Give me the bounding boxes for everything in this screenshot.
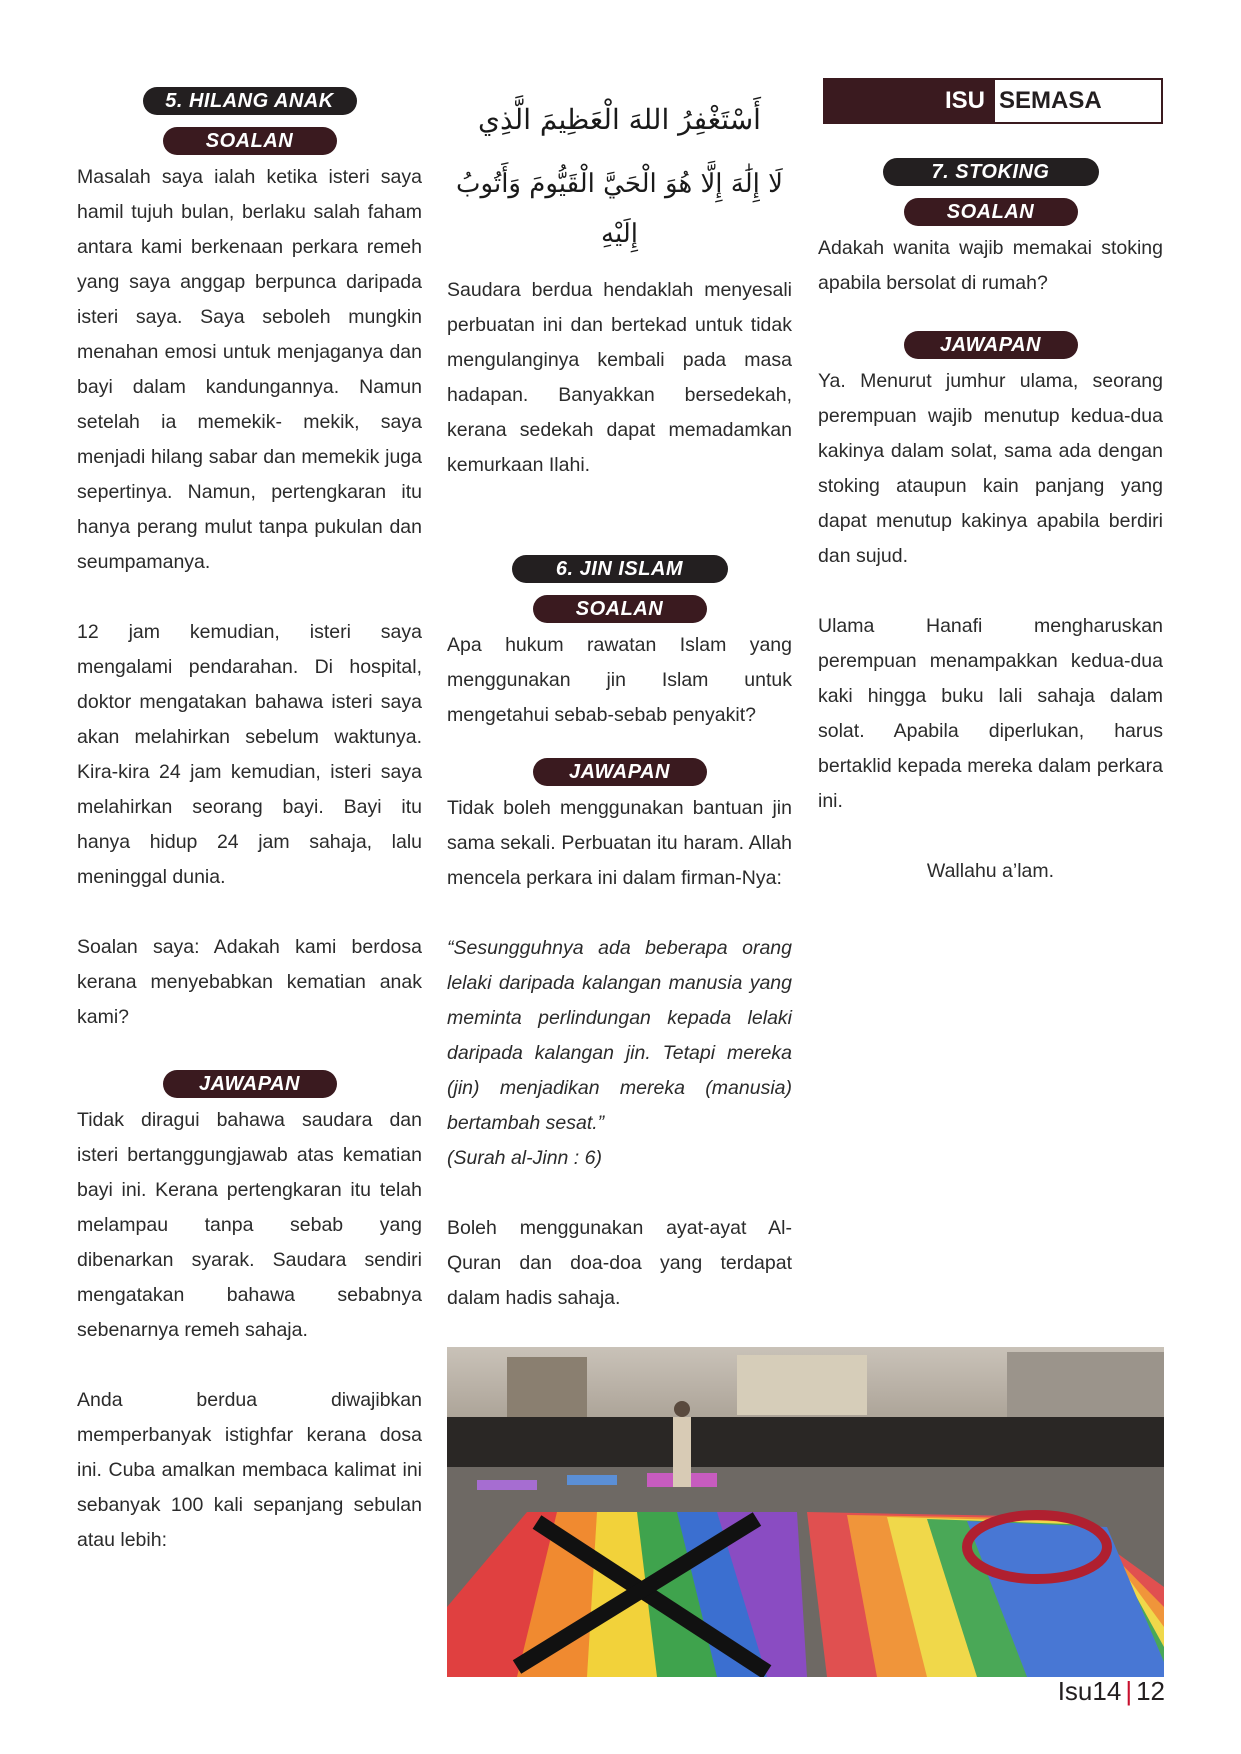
footer-divider: |: [1125, 1676, 1133, 1706]
column-2: [447, 95, 792, 1316]
q6-answer-para-2: Boleh menggunakan ayat-ayat Al-Quran dan doa-doa yang terdapat dalam hadis sahaja.: [447, 1217, 792, 1309]
q5-answer-para-3: Saudara berdua hendaklah menyesali perbuatan ini dan bertekad untuk tidak mengulanginya kembali pada masa hadapan. Banyakkan bersedekah, kerana sedekah dapat memadamkan kemurkaan Ilahi.: [447, 279, 792, 476]
arabic-line-1: أَسْتَغْفِرُ اللهَ الْعَظِيمَ الَّذِي: [478, 103, 761, 136]
q5-answer-para-2: Anda berdua diwajibkan memperbanyak istighfar kerana dosa ini. Cuba amalkan membaca kalimat ini sebanyak 100 kali sepanjang sebulan atau lebih:: [77, 1389, 422, 1551]
q6-question: Apa hukum rawatan Islam yang menggunakan jin Islam untuk mengetahui sebab-sebab penyakit?: [447, 634, 792, 726]
q5-answer-para-1: Tidak diragui bahawa saudara dan isteri bertanggungjawab atas kematian bayi ini. Kerana pertengkaran itu telah melampau tanpa sebab yang dibenarkan syarak. Saudara sendiri mengatakan bahawa sebabnya sebenarnya remeh sahaja.: [77, 1109, 422, 1341]
q5-question-para-1: Masalah saya ialah ketika isteri saya hamil tujuh bulan, berlaku salah faham antara kami berkenaan perkara remeh yang saya anggap berpunca daripada isteri saya. Saya seboleh mungkin menahan emosi untuk menjaganya dan bayi dalam kandungannya. Namun setelah ia memekik- mekik, saya menjadi hilang sabar dan memekik juga sepertinya. Namun, pertengkaran itu hanya perang mulut tanpa pukulan dan seumpamanya.: [77, 166, 422, 573]
page-footer: [1058, 1676, 1165, 1707]
q5-soalan-label: SOALAN: [163, 127, 337, 155]
page-number: 12: [1136, 1676, 1165, 1706]
q6-jawapan-label: JAWAPAN: [533, 758, 707, 786]
section-tag-left: ISU: [825, 80, 995, 122]
column-1: [77, 87, 422, 1558]
q7-question: Adakah wanita wajib memakai stoking apabila bersolat di rumah?: [818, 237, 1163, 294]
section-tag: [823, 78, 1163, 124]
q6-quote-ref: (Surah al-Jinn : 6): [447, 1147, 602, 1169]
section-tag-right: SEMASA: [999, 87, 1102, 114]
column-3: [818, 158, 1163, 889]
arabic-line-2: لَا إِلَٰهَ إِلَّا هُوَ الْحَيَّ الْقَيُّومَ وَأَتُوبُ إِلَيْهِ: [456, 169, 783, 249]
q6-soalan-label: SOALAN: [533, 595, 707, 623]
q6-answer-para-1: Tidak boleh menggunakan bantuan jin sama sekali. Perbuatan itu haram. Allah mencela perkara ini dalam firman-Nya:: [447, 797, 792, 889]
q7-jawapan-label: JAWAPAN: [904, 331, 1078, 359]
q7-title: 7. STOKING: [883, 158, 1099, 186]
q7-answer-para-2: Ulama Hanafi mengharuskan perempuan menampakkan kedua-dua kaki hingga buku lali sahaja dalam solat. Apabila diperlukan, harus bertaklid kepada mereka dalam perkara ini.: [818, 615, 1163, 812]
protest-photo: [447, 1347, 1164, 1677]
q6-title: 6. JIN ISLAM: [512, 555, 728, 583]
q5-question-para-3: Soalan saya: Adakah kami berdosa kerana menyebabkan kematian anak kami?: [77, 936, 422, 1028]
issue-label: Isu14: [1057, 1676, 1122, 1706]
q5-title: 5. HILANG ANAK: [143, 87, 357, 115]
q6-quote: “Sesungguhnya ada beberapa orang lelaki daripada kalangan manusia yang meminta perlindungan kepada lelaki daripada kalangan jin. Tetapi mereka (jin) menjadikan mereka (manusia) bertambah sesat.”: [447, 937, 792, 1134]
closing-text: Wallahu a’lam.: [926, 860, 1055, 882]
q5-question-para-2: 12 jam kemudian, isteri saya mengalami pendarahan. Di hospital, doktor mengatakan bahawa isteri saya akan melahirkan sebelum waktunya. Kira-kira 24 jam kemudian, isteri saya melahirkan seorang bayi. Bayi itu hanya hidup 24 jam sahaja, lalu meninggal dunia.: [77, 621, 422, 888]
q7-answer-para-1: Ya. Menurut jumhur ulama, seorang perempuan wajib menutup kedua-dua kakinya dalam solat, sama ada dengan stoking ataupun kain panjang yang dapat menutup kakinya apabila berdiri dan sujud.: [818, 370, 1163, 567]
q5-jawapan-label: JAWAPAN: [163, 1070, 337, 1098]
q7-soalan-label: SOALAN: [904, 198, 1078, 226]
